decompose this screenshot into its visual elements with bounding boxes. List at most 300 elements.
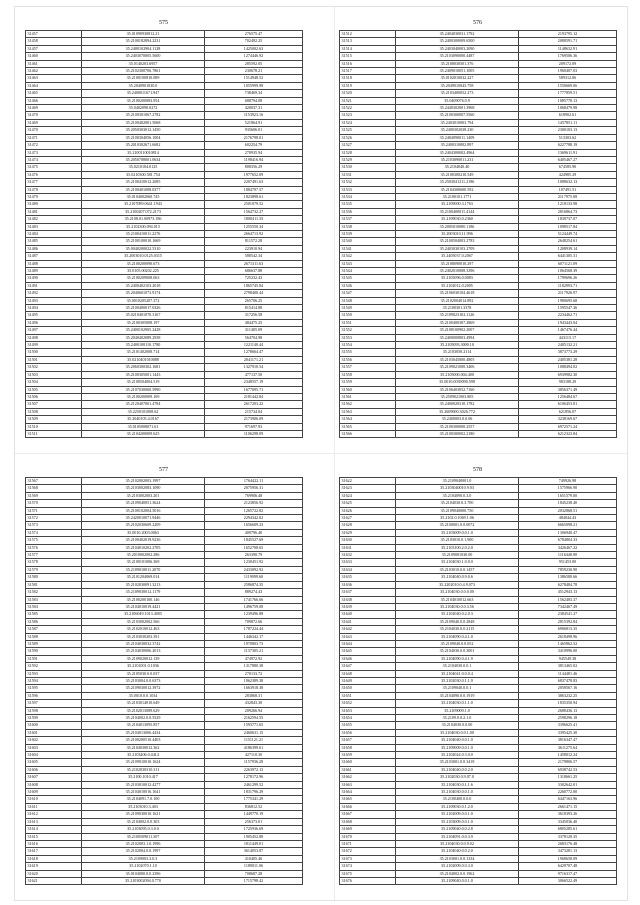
table-row bbox=[340, 544, 617, 551]
table-row bbox=[26, 275, 303, 282]
table-row bbox=[26, 781, 303, 788]
amount-cell: 2179806.57 bbox=[519, 759, 617, 766]
table-row bbox=[26, 611, 303, 618]
table-row bbox=[26, 193, 303, 200]
amount-cell: 2080591.71 bbox=[519, 38, 617, 45]
table-row bbox=[340, 611, 617, 618]
code-cell: 35.2104200009.625 bbox=[82, 430, 205, 437]
amount-cell: 484475.25 bbox=[205, 319, 303, 326]
code-cell: 35.2103030203.391 bbox=[82, 633, 205, 640]
table-row bbox=[340, 870, 617, 877]
table-row bbox=[26, 127, 303, 134]
code-cell: 35.2400000803.4994 bbox=[396, 334, 519, 341]
table-row bbox=[340, 112, 617, 119]
amount-cell: 2798400.44 bbox=[205, 290, 303, 297]
amount-cell: 1198416.94 bbox=[205, 156, 303, 163]
page-number: 576 bbox=[473, 20, 482, 26]
code-cell: 35.2100504004.519 bbox=[82, 379, 205, 386]
code-cell: 35.2509021003.805 bbox=[396, 393, 519, 400]
row-id-cell: 31526 bbox=[340, 134, 396, 141]
code-cell: 35.2108090010.297 bbox=[396, 260, 519, 267]
amount-cell: 1496759.08 bbox=[205, 603, 303, 610]
amount-cell: 2816864.73 bbox=[519, 208, 617, 215]
amount-cell: 3813465.02 bbox=[519, 663, 617, 670]
table-row bbox=[340, 430, 617, 437]
amount-cell: 6805285.61 bbox=[519, 826, 617, 833]
table-row bbox=[340, 618, 617, 625]
row-id-cell: 31570 bbox=[26, 500, 82, 507]
table-row bbox=[26, 82, 303, 89]
amount-cell: 2683176.48 bbox=[519, 840, 617, 847]
amount-cell: 3816347.47 bbox=[519, 737, 617, 744]
table-row bbox=[340, 648, 617, 655]
amount-cell: 2348557.19 bbox=[205, 379, 303, 386]
code-cell: 35.0010.2003.0063 bbox=[82, 529, 205, 536]
row-id-cell: 31535 bbox=[340, 201, 396, 208]
row-id-cell: 31668 bbox=[340, 818, 396, 825]
amount-cell: 1968658.09 bbox=[519, 855, 617, 862]
table-row bbox=[340, 356, 617, 363]
row-id-cell: 31495 bbox=[26, 312, 82, 319]
table-row bbox=[26, 282, 303, 289]
amount-cell: 1884797.57 bbox=[205, 186, 303, 193]
amount-cell: 1106298.09 bbox=[205, 430, 303, 437]
row-id-cell: 31589 bbox=[26, 640, 82, 647]
code-cell: 35.2104040.40 bbox=[396, 164, 519, 171]
row-id-cell: 31546 bbox=[340, 282, 396, 289]
code-cell: 35.2102300.094.015 bbox=[82, 223, 205, 230]
code-cell: 35.2109040051.3624 bbox=[82, 500, 205, 507]
code-cell: 35.2100400017.0326 bbox=[82, 305, 205, 312]
table-row bbox=[340, 275, 617, 282]
row-id-cell: 31489 bbox=[26, 268, 82, 275]
row-id-cell: 31476 bbox=[26, 171, 82, 178]
table-row bbox=[340, 216, 617, 223]
amount-cell: 2176798.01 bbox=[205, 134, 303, 141]
code-cell: 35.2102009.0.0.1.0 bbox=[396, 811, 519, 818]
row-id-cell: 31512 bbox=[340, 31, 396, 38]
code-cell: 35.2104090.0.3.0 bbox=[396, 492, 519, 499]
row-id-cell: 31601 bbox=[26, 729, 82, 736]
amount-cell: 1593771.65 bbox=[205, 722, 303, 729]
table-row bbox=[26, 105, 303, 112]
table-row bbox=[26, 685, 303, 692]
table-row bbox=[26, 870, 303, 877]
row-id-cell: 31469 bbox=[26, 119, 82, 126]
table-row bbox=[26, 327, 303, 334]
table-row bbox=[26, 877, 303, 884]
amount-cell: 3473281.13 bbox=[519, 848, 617, 855]
amount-cell: 1845238.40 bbox=[519, 500, 617, 507]
row-id-cell: 31564 bbox=[340, 416, 396, 423]
code-cell: 35.2103001.0.0.3418 bbox=[396, 759, 519, 766]
row-id-cell: 31499 bbox=[26, 342, 82, 349]
amount-cell: 621856.07 bbox=[519, 408, 617, 415]
table-row bbox=[340, 230, 617, 237]
amount-cell: 2263972.13 bbox=[205, 766, 303, 773]
row-id-cell: 31587 bbox=[26, 626, 82, 633]
amount-cell: 951453.00 bbox=[519, 559, 617, 566]
amount-cell: 3856371.49 bbox=[519, 386, 617, 393]
table-row bbox=[26, 670, 303, 677]
code-cell: 35.2100101.1771 bbox=[396, 193, 519, 200]
amount-cell: 443115.17 bbox=[519, 334, 617, 341]
amount-cell: 513303.62 bbox=[519, 134, 617, 141]
row-id-cell: 31465 bbox=[26, 90, 82, 97]
row-id-cell: 31599 bbox=[26, 715, 82, 722]
code-cell: 35.2100209008.063 bbox=[82, 275, 205, 282]
amount-cell: 6837478.83 bbox=[519, 677, 617, 684]
row-id-cell: 31636 bbox=[340, 581, 396, 588]
table-row bbox=[340, 507, 617, 514]
code-cell: 35.2104030.1.0.0.0 bbox=[396, 559, 519, 566]
amount-cell: 1865745.84 bbox=[205, 282, 303, 289]
amount-cell: 1465862.52 bbox=[519, 640, 617, 647]
table-row bbox=[340, 811, 617, 818]
table-row bbox=[340, 633, 617, 640]
row-id-cell: 31527 bbox=[340, 142, 396, 149]
code-cell: 35.0104002060.745 bbox=[82, 193, 205, 200]
amount-cell: 209172.09 bbox=[519, 60, 617, 67]
row-id-cell: 31531 bbox=[340, 171, 396, 178]
amount-cell: 1656609.23 bbox=[205, 522, 303, 529]
table-row bbox=[26, 379, 303, 386]
code-cell: 35.2109040.0.0.2848 bbox=[396, 618, 519, 625]
row-id-cell: 31657 bbox=[340, 737, 396, 744]
row-id-cell: 31660 bbox=[340, 759, 396, 766]
row-id-cell: 31676 bbox=[340, 877, 396, 884]
code-cell: 35.2100301067.2782 bbox=[82, 112, 205, 119]
table-row bbox=[26, 500, 303, 507]
code-cell: 35.2104030.0.1.1.0 bbox=[396, 700, 519, 707]
amount-cell: 223910.94 bbox=[205, 245, 303, 252]
code-cell: 35.2040901030.0 bbox=[82, 82, 205, 89]
table-row bbox=[340, 423, 617, 430]
table-row bbox=[26, 663, 303, 670]
amount-cell: 2617203.22 bbox=[205, 401, 303, 408]
table-row bbox=[340, 522, 617, 529]
table-row bbox=[26, 715, 303, 722]
amount-cell: 1085778.13 bbox=[519, 97, 617, 104]
amount-cell: 2405381.28 bbox=[519, 356, 617, 363]
amount-cell: 708687.28 bbox=[205, 870, 303, 877]
amount-cell: 2648254.61 bbox=[519, 238, 617, 245]
amount-cell: 1943443.04 bbox=[519, 319, 617, 326]
code-cell: 35.2104090.0.4.1.0 bbox=[396, 633, 519, 640]
row-id-cell: 31608 bbox=[26, 781, 82, 788]
table-row bbox=[26, 60, 303, 67]
table-row bbox=[26, 640, 303, 647]
code-cell: 35.2404090011.1409 bbox=[396, 134, 519, 141]
amount-cell: 107491.51 bbox=[519, 186, 617, 193]
row-id-cell: 31560 bbox=[340, 386, 396, 393]
code-cell: 35.2103002002.566 bbox=[82, 618, 205, 625]
row-id-cell: 31620 bbox=[26, 870, 82, 877]
code-cell: 35.0409076.0.9 bbox=[396, 97, 519, 104]
amount-cell: 1799696.26 bbox=[519, 275, 617, 282]
amount-cell: 749926.98 bbox=[519, 478, 617, 485]
amount-cell: 3345036.40 bbox=[519, 818, 617, 825]
amount-cell: 1741766.66 bbox=[205, 596, 303, 603]
code-cell: 35.2100300002.2180 bbox=[396, 430, 519, 437]
code-cell: 35.0040200022.5310 bbox=[82, 245, 205, 252]
code-cell: 35.0210104.0125 bbox=[82, 164, 205, 171]
amount-cell: 2032868.51 bbox=[519, 507, 617, 514]
code-cell: 35.2104091.0.0.3.9 bbox=[396, 833, 519, 840]
row-id-cell: 31494 bbox=[26, 305, 82, 312]
table-row bbox=[340, 877, 617, 884]
table-row bbox=[340, 500, 617, 507]
row-id-cell: 31491 bbox=[26, 282, 82, 289]
table-row bbox=[26, 401, 303, 408]
row-id-cell: 31662 bbox=[340, 774, 396, 781]
table-block-578 bbox=[339, 464, 616, 885]
amount-cell: 1064568.39 bbox=[519, 268, 617, 275]
code-cell: 35.2010002002.286 bbox=[82, 552, 205, 559]
amount-cell: 1182993.71 bbox=[519, 282, 617, 289]
table-row bbox=[26, 848, 303, 855]
code-cell: 35.2106049.1013.4005 bbox=[82, 611, 205, 618]
code-cell: 35.2503041211.2186 bbox=[396, 179, 519, 186]
code-cell: 35.2400020310.1782 bbox=[396, 401, 519, 408]
row-id-cell: 31614 bbox=[26, 826, 82, 833]
amount-cell: 1514948.52 bbox=[205, 75, 303, 82]
row-id-cell: 31664 bbox=[340, 789, 396, 796]
code-cell: 35.2104030.0.0.3.56 bbox=[396, 603, 519, 610]
code-cell: 35.2104013095.857 bbox=[82, 722, 205, 729]
code-cell: 35.2103095.0.3.0.0 bbox=[82, 826, 205, 833]
code-cell: 35.0104000.0.0.2396 bbox=[82, 870, 205, 877]
row-id-cell: 31519 bbox=[340, 82, 396, 89]
code-cell: 35.2104090.0.0.1919 bbox=[396, 692, 519, 699]
amount-cell: 1098517.84 bbox=[519, 223, 617, 230]
row-id-cell: 31474 bbox=[26, 156, 82, 163]
amount-cell: 6665098.21 bbox=[519, 522, 617, 529]
code-cell: 35.2100401008.0377 bbox=[82, 186, 205, 193]
row-id-cell: 31544 bbox=[340, 268, 396, 275]
row-id-cell: 31631 bbox=[340, 544, 396, 551]
amount-cell: 6441305.31 bbox=[519, 253, 617, 260]
table-row bbox=[26, 507, 303, 514]
table-row bbox=[340, 840, 617, 847]
table-row bbox=[340, 290, 617, 297]
code-cell: 35.2108.01.00973.186 bbox=[82, 216, 205, 223]
amount-cell: 836812.52 bbox=[205, 803, 303, 810]
row-id-cell: 31505 bbox=[26, 386, 82, 393]
amount-cell: 1230451.92 bbox=[205, 559, 303, 566]
row-id-cell: 31646 bbox=[340, 655, 396, 662]
row-id-cell: 31592 bbox=[26, 663, 82, 670]
row-id-cell: 31510 bbox=[26, 423, 82, 430]
amount-cell: 1055999.98 bbox=[205, 82, 303, 89]
row-id-cell: 31602 bbox=[26, 737, 82, 744]
row-id-cell: 31551 bbox=[340, 319, 396, 326]
amount-cell: 3611275.64 bbox=[519, 744, 617, 751]
amount-cell: 686637.88 bbox=[205, 268, 303, 275]
table-row bbox=[26, 119, 303, 126]
row-id-cell: 31557 bbox=[340, 364, 396, 371]
amount-cell: 3066522.49 bbox=[519, 877, 617, 884]
table-row bbox=[26, 364, 303, 371]
row-id-cell: 31497 bbox=[26, 327, 82, 334]
code-cell: 35.2100200083.954 bbox=[82, 97, 205, 104]
table-row bbox=[26, 230, 303, 237]
table-row bbox=[26, 253, 303, 260]
table-row bbox=[340, 142, 617, 149]
row-id-cell: 31509 bbox=[26, 416, 82, 423]
table-row bbox=[26, 752, 303, 759]
amount-cell: 7859230.90 bbox=[519, 566, 617, 573]
row-id-cell: 31574 bbox=[26, 529, 82, 536]
row-id-cell: 31670 bbox=[340, 833, 396, 840]
code-cell: 35.2101001.0.1036 bbox=[82, 663, 205, 670]
row-id-cell: 31521 bbox=[340, 97, 396, 104]
amount-cell: 1256484.67 bbox=[519, 393, 617, 400]
amount-cell: 1189011.06 bbox=[205, 863, 303, 870]
row-id-cell: 31522 bbox=[340, 105, 396, 112]
table-row bbox=[340, 692, 617, 699]
table-row bbox=[26, 386, 303, 393]
row-id-cell: 31630 bbox=[340, 537, 396, 544]
row-id-cell: 31553 bbox=[340, 334, 396, 341]
table-row bbox=[340, 789, 617, 796]
amount-cell: 1651579.00 bbox=[519, 492, 617, 499]
row-id-cell: 31571 bbox=[26, 507, 82, 514]
row-id-cell: 31480 bbox=[26, 201, 82, 208]
code-cell: 35.2102003.1.0.1996 bbox=[82, 840, 205, 847]
table-row bbox=[26, 559, 303, 566]
table-row bbox=[340, 149, 617, 156]
amount-cell: 1327910.54 bbox=[205, 364, 303, 371]
table-row bbox=[26, 589, 303, 596]
table-row bbox=[340, 127, 617, 134]
middle-divider bbox=[15, 453, 627, 454]
table-row bbox=[26, 268, 303, 275]
code-cell: 35.2101402008.714 bbox=[82, 349, 205, 356]
code-cell: 35.0210300.581.754 bbox=[82, 171, 205, 178]
table-row bbox=[26, 371, 303, 378]
row-id-cell: 31482 bbox=[26, 216, 82, 223]
code-cell: 35.2109010010.1624 bbox=[82, 759, 205, 766]
table-row bbox=[26, 692, 303, 699]
amount-cell: 2501079.52 bbox=[205, 201, 303, 208]
row-id-cell: 31577 bbox=[26, 552, 82, 559]
data-table bbox=[339, 477, 617, 885]
amount-cell: 7342467.49 bbox=[519, 603, 617, 610]
code-cell: 35.2109000.3.1763 bbox=[396, 201, 519, 208]
code-cell: 35.2104030.0.3.700 bbox=[396, 500, 519, 507]
table-row bbox=[26, 31, 303, 38]
row-id-cell: 31485 bbox=[26, 238, 82, 245]
row-id-cell: 31584 bbox=[26, 603, 82, 610]
amount-cell: 1088632.13 bbox=[519, 179, 617, 186]
amount-cell: 1715798.42 bbox=[205, 877, 303, 884]
table-row bbox=[340, 759, 617, 766]
table-row bbox=[26, 342, 303, 349]
table-row bbox=[340, 282, 617, 289]
row-id-cell: 31504 bbox=[26, 379, 82, 386]
row-id-cell: 31635 bbox=[340, 574, 396, 581]
row-id-cell: 31537 bbox=[340, 216, 396, 223]
row-id-cell: 31534 bbox=[340, 193, 396, 200]
table-row bbox=[26, 319, 303, 326]
amount-cell: 564704.98 bbox=[205, 334, 303, 341]
amount-cell: 1562483.37 bbox=[519, 596, 617, 603]
row-id-cell: 31595 bbox=[26, 685, 82, 692]
row-id-cell: 31642 bbox=[340, 626, 396, 633]
row-id-cell: 31637 bbox=[340, 589, 396, 596]
table-row bbox=[26, 245, 303, 252]
row-id-cell: 31607 bbox=[26, 774, 82, 781]
table-row bbox=[340, 305, 617, 312]
amount-cell: 1777859.51 bbox=[519, 90, 617, 97]
code-cell: 35.2100400.0.0.0 bbox=[396, 796, 519, 803]
code-cell: 35.2100410012.2085 bbox=[82, 179, 205, 186]
row-id-cell: 31667 bbox=[340, 811, 396, 818]
table-row bbox=[26, 186, 303, 193]
amount-cell: 265706.25 bbox=[205, 297, 303, 304]
amount-cell: 1652708.65 bbox=[205, 544, 303, 551]
table-row bbox=[340, 848, 617, 855]
row-id-cell: 31518 bbox=[340, 75, 396, 82]
amount-cell: 1157936.28 bbox=[205, 759, 303, 766]
amount-cell: 409796.40 bbox=[205, 529, 303, 536]
code-cell: 35.2104010202.2705 bbox=[82, 544, 205, 551]
table-row bbox=[26, 223, 303, 230]
table-row bbox=[340, 82, 617, 89]
code-cell: 35.2103090011.231 bbox=[396, 156, 519, 163]
code-cell: 35.2440302001.3968 bbox=[396, 105, 519, 112]
table-row bbox=[26, 208, 303, 215]
code-cell: 35.2106030104.4618 bbox=[396, 290, 519, 297]
row-id-cell: 31538 bbox=[340, 223, 396, 230]
amount-cell: 270133.72 bbox=[205, 670, 303, 677]
amount-cell: 2586874.35 bbox=[205, 581, 303, 588]
amount-cell: 2207491.63 bbox=[205, 179, 303, 186]
table-row bbox=[340, 223, 617, 230]
table-row bbox=[340, 105, 617, 112]
code-cell: 35.2100304056.1004 bbox=[82, 134, 205, 141]
row-id-cell: 31478 bbox=[26, 186, 82, 193]
amount-cell: 1960407.03 bbox=[519, 68, 617, 75]
amount-cell: 1449770.19 bbox=[205, 811, 303, 818]
row-id-cell: 31503 bbox=[26, 371, 82, 378]
code-cell: 35.2109040001.0 bbox=[396, 478, 519, 485]
code-cell: 35.0402090.0272 bbox=[82, 105, 205, 112]
amount-cell: 1068479.98 bbox=[519, 105, 617, 112]
table-row bbox=[340, 171, 617, 178]
amount-cell: 2461299.52 bbox=[205, 781, 303, 788]
code-cell: 35.2104013006.4434 bbox=[82, 729, 205, 736]
row-id-cell: 31580 bbox=[26, 574, 82, 581]
amount-cell: 1457851.11 bbox=[519, 119, 617, 126]
amount-cell: 2598296.18 bbox=[519, 715, 617, 722]
table-row bbox=[26, 393, 303, 400]
code-cell: 35.2404030031.1792 bbox=[396, 31, 519, 38]
table-row bbox=[26, 811, 303, 818]
amount-cell: 1369611.91 bbox=[519, 149, 617, 156]
table-row bbox=[340, 327, 617, 334]
row-id-cell: 31675 bbox=[340, 870, 396, 877]
table-row bbox=[26, 766, 303, 773]
row-id-cell: 31532 bbox=[340, 179, 396, 186]
amount-cell: 725232.43 bbox=[205, 275, 303, 282]
code-cell: 35.2109001030.00 bbox=[396, 552, 519, 559]
code-cell: 35.2400402103.2018 bbox=[82, 282, 205, 289]
table-row bbox=[340, 752, 617, 759]
code-cell: 35.2103001.0.0.1334 bbox=[396, 855, 519, 862]
row-id-cell: 31581 bbox=[26, 581, 82, 588]
